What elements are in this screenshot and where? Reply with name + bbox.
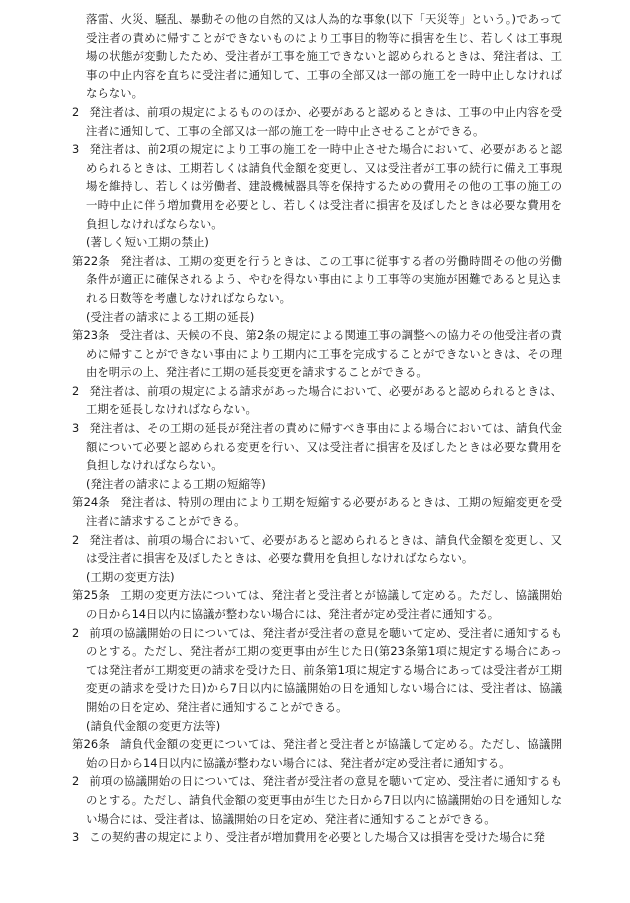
article-heading: (著しく短い工期の禁止) (86, 235, 209, 250)
article-text: 請負代金額の変更については、発注者と受注者とが協議して定める。ただし、協議開始の日から14日以内に協議が整わない場合には、発注者が定め受注者に通知する。 (86, 737, 562, 770)
item-text: 発注者は、前項の規定による請求があった場合において、必要があると認められるときは、工期を延長しなければならない。 (86, 383, 562, 417)
item-number: 2 (72, 383, 80, 398)
article-number: 第26条 (72, 737, 111, 752)
item-text: 前項の協議開始の日については、発注者が受注者の意見を聴いて定め、受注者に通知するものとする。ただし、請負代金額の変更事由が生じた日から7日以内に協議開始の日を通知しない場合には、受注者は、協議開始の日を定め、発注者に通知することができる。 (86, 774, 562, 826)
item-text: この契約書の規定により、受注者が増加費用を必要とした場合又は損害を受けた場合に発 (89, 830, 545, 845)
clause-26-2 (72, 772, 562, 828)
article-number: 第25条 (72, 588, 111, 603)
clause-24-2 (72, 531, 562, 568)
item-number: 3 (72, 142, 80, 157)
article-heading: (工期の変更方法) (86, 569, 175, 584)
clause-21-2 (72, 103, 562, 140)
item-text: 発注者は、前項の場合において、必要があると認められるときは、請負代金額を変更し、又は受注者に損害を及ぼしたときは、必要な費用を負担しなければならない。 (86, 532, 562, 566)
article-number: 第24条 (72, 495, 110, 510)
article-text: 発注者は、特別の理由により工期を短縮する必要があるときは、工期の短縮変更を受注者に請求することができる。 (86, 495, 562, 529)
article-number: 第23条 (72, 328, 110, 343)
item-number: 3 (72, 421, 80, 436)
article-heading: (請負代金額の変更方法等) (86, 718, 221, 733)
article-text: 発注者は、工期の変更を行うときは、この工事に従事する者の労働時間その他の労働条件が適正に確保されるよう、やむを得ない事由により工事等の実施が困難であると見込まれる日数等を考慮しなければならない。 (86, 253, 562, 305)
article-number: 第22条 (72, 253, 110, 268)
article-26 (72, 735, 562, 772)
item-text: 発注者は、前項の規定によるもののほか、必要があると認めるときは、工事の中止内容を受注者に通知して、工事の全部又は一部の施工を一時中止させることができる。 (86, 104, 562, 138)
article-heading: (受注者の請求による工期の延長) (86, 309, 255, 324)
clause-23-3 (72, 419, 562, 475)
article-text: 工期の変更方法については、発注者と受注者とが協議して定める。ただし、協議開始の日から14日以内に協議が整わない場合には、発注者が定め受注者に通知する。 (86, 588, 562, 621)
clause-21-3 (72, 140, 562, 233)
item-number: 2 (72, 774, 80, 789)
article-25 (72, 586, 562, 623)
contract-document (72, 10, 562, 847)
paragraph-continuation (86, 10, 562, 103)
item-text: 発注者は、その工期の延長が発注者の責めに帰すべき事由による場合においては、請負代金額について必要と認められる変更を行い、又は受注者に損害を及ぼしたときは必要な費用を負担しなければならない。 (86, 421, 562, 473)
article-text: 受注者は、天候の不良、第2条の規定による関連工事の調整への協力その他受注者の責めに帰すことができない事由により工期内に工事を完成することができないときは、その理由を明示の上、発注者に工期の延長変更を請求することができる。 (86, 328, 562, 380)
clause-26-3 (72, 828, 562, 847)
article-heading: (発注者の請求による工期の短縮等) (86, 476, 266, 491)
clause-25-2 (72, 624, 562, 717)
item-number: 2 (72, 625, 80, 640)
paragraph-text: 落雷、火災、騒乱、暴動その他の自然的又は人為的な事象(以下「天災等」という。)であって受注者の責めに帰すことができないものにより工事目的物等に損害を生じ、若しくは工事現場の状態が変動したため、受注者が工事を施工できないと認められるときは、発注者は、工事の中止内容を直ちに受注者に通知して、工事の全部又は一部の施工を一時中止しなければならない。 (86, 12, 562, 101)
item-number: 2 (72, 532, 80, 547)
item-text: 発注者は、前2項の規定により工事の施工を一時中止させた場合において、必要があると認められるときは、工期若しくは請負代金額を変更し、又は受注者が工事の続行に備え工事現場を維持し、若しくは労働者、建設機械器具等を保持するための費用その他の工事の施工の一時中止に伴う増加費用を必要とし、若しくは受注者に損害を及ぼしたときは必要な費用を負担しなければならない。 (86, 142, 562, 231)
item-number: 2 (72, 104, 80, 119)
article-23 (72, 326, 562, 382)
clause-23-2 (72, 382, 562, 419)
item-number: 3 (72, 830, 80, 845)
item-text: 前項の協議開始の日については、発注者が受注者の意見を聴いて定め、受注者に通知するものとする。ただし、発注者が工期の変更事由が生じた日(第23条第1項に規定する場合にあっては発注者が工期変更の請求を受けた日、前条第1項に規定する場合にあっては受注者が工期変更の請求を受けた日)から7日以内に協議開始の日を通知しない場合には、受注者は、協議開始の日を定め、発注者に通知することができる。 (86, 625, 562, 714)
article-22 (72, 252, 562, 308)
article-24 (72, 493, 562, 530)
